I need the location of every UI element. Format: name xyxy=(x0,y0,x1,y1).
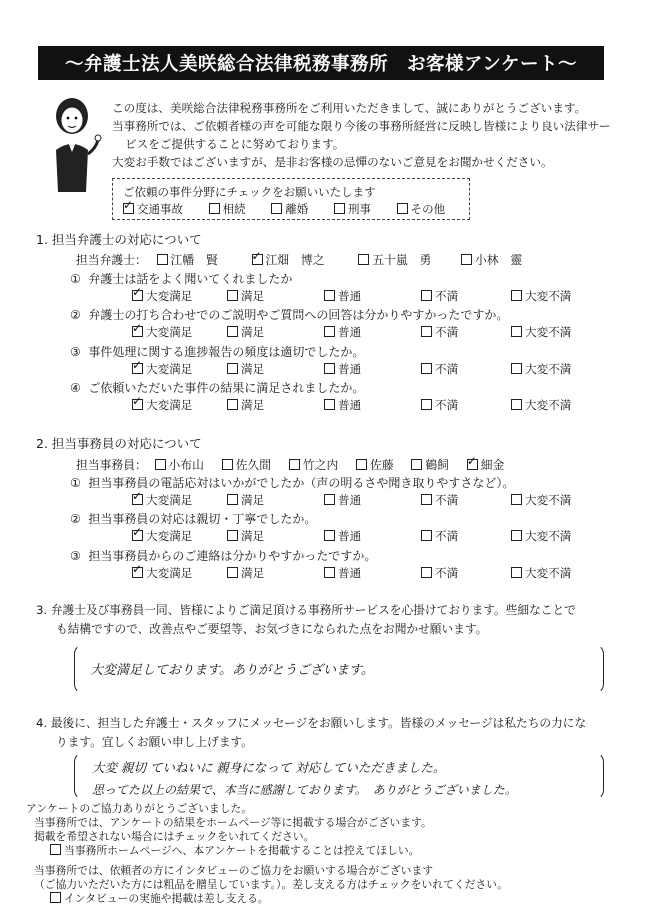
checkbox[interactable] xyxy=(227,567,238,578)
checkbox[interactable] xyxy=(511,363,522,374)
rating-option[interactable]: 不満 xyxy=(421,361,458,377)
checkbox[interactable] xyxy=(132,399,143,410)
section1-title: 1. 担当弁護士の対応について xyxy=(36,232,202,247)
footer-notes xyxy=(26,802,508,906)
section4-answer-line1: 大変 親切 ていねいに 親身になって 対応していただきました。 xyxy=(92,760,446,775)
checkbox[interactable] xyxy=(50,892,61,903)
rating-option[interactable]: 大変不満 xyxy=(511,361,571,377)
checkbox[interactable] xyxy=(324,530,335,541)
survey-title: ～弁護士法人美咲総合法律税務事務所 お客様アンケート～ xyxy=(38,46,604,80)
rating-option[interactable]: 満足 xyxy=(227,324,264,340)
question-label: 事件処理に関する進捗報告の頻度は適切でしたか。 xyxy=(88,345,365,359)
checkbox[interactable] xyxy=(155,459,166,470)
section4-title-line1: 4. 最後に、担当した弁護士・スタッフにメッセージをお願いします。皆様のメッセージは私たちの力にな xyxy=(36,716,587,730)
checkbox[interactable] xyxy=(511,530,522,541)
checkbox[interactable] xyxy=(421,494,432,505)
rating-option[interactable]: 不満 xyxy=(421,397,458,413)
checkbox[interactable] xyxy=(356,459,367,470)
case-option[interactable]: 相続 xyxy=(209,202,246,216)
checkbox[interactable] xyxy=(132,290,143,301)
footer-line: 当事務所では、依頼者の方にインタビューのご協力をお願いする場合がございます xyxy=(34,864,434,877)
question-text xyxy=(70,343,364,360)
rating-option[interactable]: 不満 xyxy=(421,492,458,508)
question-label: 担当事務員からのご連絡は分かりやすかったですか。 xyxy=(88,549,377,563)
checkbox[interactable] xyxy=(252,254,263,265)
rating-option[interactable]: 大変不満 xyxy=(511,528,571,544)
checkbox[interactable] xyxy=(271,203,282,214)
intro-line: 当事務所では、ご依頼者様の声を可能な限り今後の事務所経営に反映し皆様により良い法律サー xyxy=(112,119,611,133)
question-text xyxy=(70,547,376,564)
checkbox[interactable] xyxy=(511,326,522,337)
checkbox[interactable] xyxy=(324,326,335,337)
intro-line: この度は、美咲総合法律税務事務所をご利用いただきまして、誠にありがとうございます。 xyxy=(112,101,587,115)
checkbox[interactable] xyxy=(132,363,143,374)
case-field-prompt: ご依頼の事件分野にチェックをお願いいたします xyxy=(123,185,376,199)
section2-staff xyxy=(76,456,504,473)
checkbox[interactable] xyxy=(324,290,335,301)
checkbox[interactable] xyxy=(324,363,335,374)
checkbox[interactable] xyxy=(50,844,61,855)
case-field-options xyxy=(123,201,445,217)
checkbox[interactable] xyxy=(334,203,345,214)
staff-option[interactable]: 小布山 xyxy=(155,458,204,472)
question-label: 弁護士の打ち合わせでのご説明やご質問への回答は分かりやすかったですか。 xyxy=(88,308,509,322)
rating-option[interactable]: ✓大変満足 xyxy=(132,565,192,581)
question-number: ④ xyxy=(70,381,81,395)
checkbox[interactable] xyxy=(358,254,369,265)
checkbox[interactable] xyxy=(132,530,143,541)
question-label: 弁護士は話をよく聞いてくれましたか xyxy=(88,272,293,286)
checkbox[interactable] xyxy=(421,530,432,541)
rating-option[interactable]: 大変不満 xyxy=(511,324,571,340)
checkbox[interactable] xyxy=(324,494,335,505)
question-text xyxy=(70,379,364,396)
footer-thanks: アンケートのご協力ありがとうございました。 xyxy=(26,802,253,815)
staff-option[interactable]: 竹之内 xyxy=(289,458,338,472)
staff-option[interactable]: ✓ 細金 xyxy=(467,458,505,472)
checkbox[interactable] xyxy=(467,459,478,470)
staff-label: 担当弁護士： xyxy=(76,253,147,267)
case-field-box xyxy=(112,178,470,220)
question-text xyxy=(70,270,292,287)
question-label: ご依頼いただいた事件の結果に満足されましたか。 xyxy=(88,381,365,395)
question-number: ① xyxy=(70,476,81,490)
rating-option[interactable]: 普通 xyxy=(324,288,361,304)
section1-staff xyxy=(76,251,522,268)
rating-option[interactable]: ✓大変満足 xyxy=(132,397,192,413)
checkbox[interactable] xyxy=(227,494,238,505)
checkbox[interactable] xyxy=(324,399,335,410)
rating-option[interactable]: 不満 xyxy=(421,288,458,304)
checkbox[interactable] xyxy=(421,363,432,374)
staff-option[interactable]: 江幡 賢 xyxy=(157,253,218,267)
checkbox[interactable] xyxy=(461,254,472,265)
checkbox[interactable] xyxy=(511,494,522,505)
rating-option[interactable]: 普通 xyxy=(324,565,361,581)
case-option[interactable]: その他 xyxy=(397,202,446,216)
checkbox[interactable] xyxy=(324,567,335,578)
staff-label: 担当事務員： xyxy=(76,458,147,472)
staff-option[interactable]: 鶴飼 xyxy=(411,458,449,472)
checkbox[interactable] xyxy=(227,399,238,410)
question-label: 担当事務員の電話応対はいかがでしたか（声の明るさや聞き取りやすさなど）。 xyxy=(88,476,515,490)
checkbox[interactable] xyxy=(157,254,168,265)
question-text xyxy=(70,510,316,527)
checkbox[interactable] xyxy=(411,459,422,470)
question-label: 担当事務員の対応は親切・丁寧でしたか。 xyxy=(88,512,317,526)
rating-option[interactable]: 普通 xyxy=(324,528,361,544)
section4-title-line2: ります。宜しくお願い申し上げます。 xyxy=(56,735,253,749)
rating-option[interactable]: 満足 xyxy=(227,361,264,377)
staff-option[interactable]: 佐藤 xyxy=(356,458,394,472)
rating-option[interactable]: ✓大変満足 xyxy=(132,528,192,544)
case-option[interactable]: ✓交通事故 xyxy=(123,202,183,216)
rating-option[interactable]: 満足 xyxy=(227,288,264,304)
rating-option[interactable]: ✓大変満足 xyxy=(132,492,192,508)
rating-option[interactable]: 満足 xyxy=(227,397,264,413)
rating-option[interactable]: 満足 xyxy=(227,528,264,544)
checkbox[interactable] xyxy=(132,567,143,578)
rating-option[interactable]: 普通 xyxy=(324,492,361,508)
question-number: ② xyxy=(70,308,81,322)
question-number: ② xyxy=(70,512,81,526)
staff-option[interactable]: ✓ 江畑 博之 xyxy=(252,253,325,267)
checkbox[interactable] xyxy=(123,203,134,214)
checkbox[interactable] xyxy=(421,290,432,301)
section4-answer-line2: 思ってた以上の結果で、本当に感謝しております。 ありがとうございました。 xyxy=(92,783,517,797)
rating-option[interactable]: ✓大変満足 xyxy=(132,361,192,377)
rating-option[interactable]: 満足 xyxy=(227,492,264,508)
checkbox[interactable] xyxy=(227,530,238,541)
rating-option[interactable]: 大変不満 xyxy=(511,397,571,413)
checkbox[interactable] xyxy=(222,459,233,470)
checkbox[interactable] xyxy=(227,290,238,301)
case-option[interactable]: 刑事 xyxy=(334,202,371,216)
rating-option[interactable]: 大変不満 xyxy=(511,288,571,304)
staff-option[interactable]: 五十嵐 勇 xyxy=(358,253,431,267)
footer-option[interactable]: 当事務所ホームページへ、本アンケートを掲載することは控えてほしい。 xyxy=(26,844,508,858)
intro-line: ビスをご提供することに努めております。 xyxy=(125,137,345,151)
rating-option[interactable]: 大変不満 xyxy=(511,565,571,581)
rating-option[interactable]: 不満 xyxy=(421,565,458,581)
section3-title-line1: 3. 弁護士及び事務員一同、皆様によりご満足頂ける事務所サービスを心掛けております。些細なことで xyxy=(36,603,576,617)
rating-option[interactable]: 大変不満 xyxy=(511,492,571,508)
checkbox[interactable] xyxy=(132,326,143,337)
rating-option[interactable]: ✓大変満足 xyxy=(132,324,192,340)
staff-option[interactable]: 小林 靈 xyxy=(461,253,522,267)
checkbox[interactable] xyxy=(132,494,143,505)
rating-option[interactable]: 不満 xyxy=(421,324,458,340)
rating-option[interactable]: ✓大変満足 xyxy=(132,288,192,304)
checkbox[interactable] xyxy=(421,326,432,337)
rating-option[interactable]: 満足 xyxy=(227,565,264,581)
checkbox[interactable] xyxy=(209,203,220,214)
question-number: ③ xyxy=(70,345,81,359)
section3-answer: 大変満足しております。ありがとうございます。 xyxy=(90,663,374,678)
footer-option[interactable]: インタビューの実施や掲載は差し支える。 xyxy=(26,892,508,906)
rating-option[interactable]: 不満 xyxy=(421,528,458,544)
rating-option[interactable]: 普通 xyxy=(324,397,361,413)
checkbox[interactable] xyxy=(397,203,408,214)
staff-illustration xyxy=(44,92,102,196)
footer-line: 掲載を希望されない場合にはチェックをいれてください。 xyxy=(34,830,315,843)
section2-title: 2. 担当事務員の対応について xyxy=(36,436,202,451)
intro-text xyxy=(112,99,612,171)
case-option[interactable]: 離婚 xyxy=(271,202,308,216)
checkbox[interactable] xyxy=(227,363,238,374)
checkbox[interactable] xyxy=(421,399,432,410)
checkbox[interactable] xyxy=(421,567,432,578)
checkbox[interactable] xyxy=(511,567,522,578)
section3-title-line2: も結構ですので、改善点やご要望等、お気づきになられた点をお聞かせ願います。 xyxy=(56,622,488,636)
intro-line: 大変お手数ではございますが、是非お客様の忌憚のないご意見をお聞かせください。 xyxy=(112,155,553,169)
rating-option[interactable]: 普通 xyxy=(324,361,361,377)
footer-line: 当事務所では、アンケートの結果をホームページ等に掲載する場合がございます。 xyxy=(34,816,432,829)
staff-option[interactable]: 佐久間 xyxy=(222,458,271,472)
question-number: ③ xyxy=(70,549,81,563)
checkbox[interactable] xyxy=(511,399,522,410)
checkbox[interactable] xyxy=(227,326,238,337)
question-number: ① xyxy=(70,272,81,286)
checkbox[interactable] xyxy=(511,290,522,301)
rating-option[interactable]: 普通 xyxy=(324,324,361,340)
checkbox[interactable] xyxy=(289,459,300,470)
footer-line: （ご協力いただいた方には粗品を贈呈しています。）。差し支える方はチェックをいれてください。 xyxy=(34,878,508,891)
